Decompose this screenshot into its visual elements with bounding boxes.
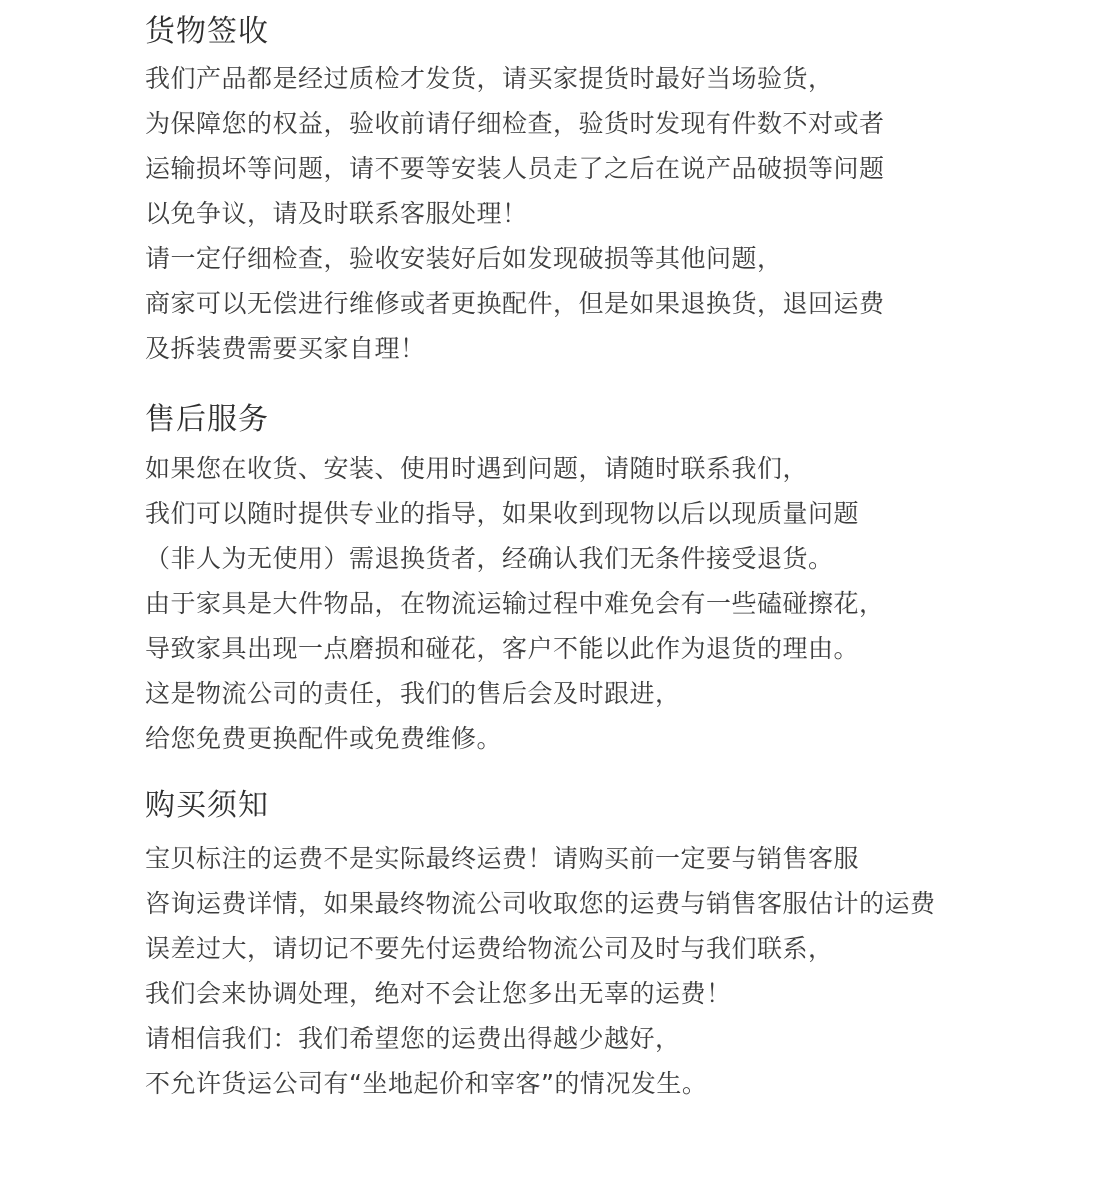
text-line: 及拆装费需要买家自理！ [145,334,426,363]
section-body [145,56,1075,371]
text-line: 咨询运费详情，如果最终物流公司收取您的运费与销售客服估计的运费 [145,889,936,918]
text-line: 我们产品都是经过质检才发货，请买家提货时最好当场验货， [145,64,834,93]
text-line: 宝贝标注的运费不是实际最终运费！请购买前一定要与销售客服 [145,844,860,873]
text-line: 请一定仔细检查，验收安装好后如发现破损等其他问题， [145,244,783,273]
section-after-sales [145,402,1075,761]
section-title: 货物签收 [145,14,269,49]
text-line: 如果您在收货、安装、使用时遇到问题，请随时联系我们， [145,454,809,483]
text-line: 以免争议，请及时联系客服处理！ [145,199,528,228]
text-line: 误差过大，请切记不要先付运费给物流公司及时与我们联系， [145,934,834,963]
text-line: （非人为无使用）需退换货者，经确认我们无条件接受退货。 [145,544,834,573]
section-body [145,446,1075,761]
text-line: 商家可以无偿进行维修或者更换配件，但是如果退换货，退回运费 [145,289,885,318]
text-line: 给您免费更换配件或免费维修。 [145,724,503,753]
text-line: 这是物流公司的责任，我们的售后会及时跟进， [145,679,681,708]
section-purchase-notice [145,788,1075,1106]
text-line: 为保障您的权益，验收前请仔细检查，验货时发现有件数不对或者 [145,109,885,138]
text-line: 运输损坏等问题，请不要等安装人员走了之后在说产品破损等问题 [145,154,885,183]
section-title: 售后服务 [145,402,269,437]
text-line: 请相信我们：我们希望您的运费出得越少越好， [145,1024,681,1053]
text-line: 不允许货运公司有“坐地起价和宰客”的情况发生。 [145,1069,708,1098]
text-line: 由于家具是大件物品，在物流运输过程中难免会有一些磕碰擦花， [145,589,885,618]
text-line: 导致家具出现一点磨损和碰花，客户不能以此作为退货的理由。 [145,634,860,663]
text-line: 我们会来协调处理，绝对不会让您多出无辜的运费！ [145,979,732,1008]
section-title: 购买须知 [145,788,269,823]
section-goods-receipt [145,14,1075,371]
text-line: 我们可以随时提供专业的指导，如果收到现物以后以现质量问题 [145,499,860,528]
section-body [145,836,1075,1106]
